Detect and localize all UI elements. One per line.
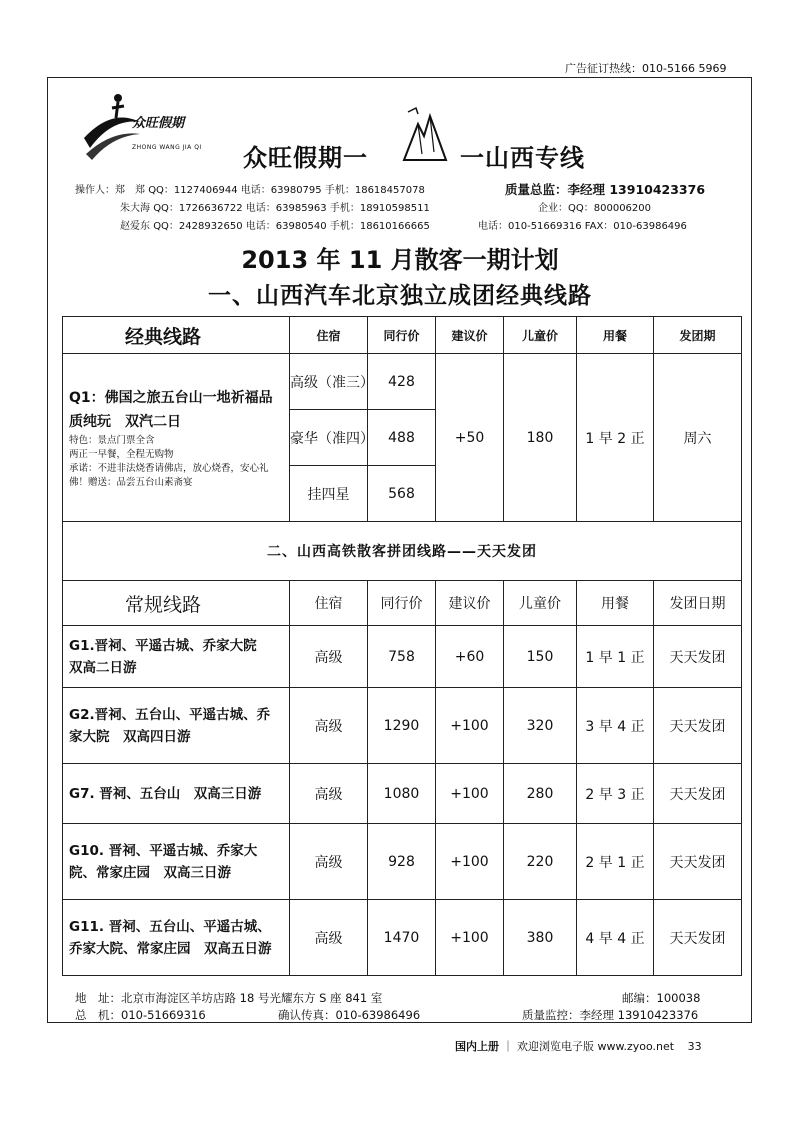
col-suggest-price: 建议价 [436, 317, 504, 354]
peer-price: 568 [368, 466, 436, 522]
company-logo [82, 88, 212, 166]
contact-row-3: 赵爱东 QQ：2428932650 电话：63980540 手机：18610166665 [120, 221, 430, 232]
col-child-price: 儿童价 [504, 317, 577, 354]
confirm-fax: 确认传真：010-63986496 [278, 1008, 421, 1022]
table-row: G2.晋祠、五台山、平遥古城、乔家大院 双高四日游 高级 1290 +100 320 3 早 4 正 天天发团 [63, 688, 742, 764]
q1-route-cell: Q1：佛国之旅五台山一地祈福品质纯玩 双汽二日 特色：景点门票全含 两正一早餐，全程无购物 承诺：不进非法烧香请佛店，放心烧香，安心礼佛！赠送：品尝五台山素斋宴 [63, 354, 290, 522]
logo-text-en: ZHONG WANG JIA QI [132, 144, 202, 151]
col-meal: 用餐 [577, 317, 654, 354]
peer-price: 488 [368, 410, 436, 466]
footer-tagline: 欢迎浏览电子版 www.zyoo.net [517, 1040, 675, 1053]
banner-right: 一山西专线 [460, 144, 585, 172]
suggest-price: +50 [436, 354, 504, 522]
section2-row [63, 522, 742, 581]
section2-title: 二、山西高铁散客拼团线路——天天发团 [63, 522, 742, 581]
enterprise-qq: 企业：QQ：800006200 [538, 203, 652, 214]
hotel-option: 高级（准三） [290, 354, 368, 410]
peer-price: 428 [368, 354, 436, 410]
table-row: G1.晋祠、平遥古城、乔家大院 双高二日游 高级 758 +60 150 1 早 1 正 天天发团 [63, 626, 742, 688]
address: 地 址：北京市海淀区羊坊店路 18 号光耀东方 S 座 841 室 [75, 991, 383, 1005]
table-row: G11. 晋祠、五台山、平遥古城、乔家大院、常家庄园 双高五日游 高级 1470 +100 380 4 早 4 正 天天发团 [63, 900, 742, 976]
table2-header: 常规线路 住宿 同行价 建议价 儿童价 用餐 发团日期 [63, 581, 742, 626]
table-row: G7. 晋祠、五台山 双高三日游 高级 1080 +100 280 2 早 3 正 天天发团 [63, 764, 742, 824]
table-row: G10. 晋祠、平遥古城、乔家大院、常家庄园 双高三日游 高级 928 +100 220 2 早 1 正 天天发团 [63, 824, 742, 900]
plan-title: 2013 年 11 月散客一期计划 [241, 246, 559, 274]
postcode: 邮编：100038 [622, 991, 701, 1005]
departure-day: 周六 [654, 354, 742, 522]
table-row [63, 354, 742, 410]
routes-table [62, 316, 742, 976]
col-hotel: 住宿 [290, 317, 368, 354]
q1-route-title: Q1：佛国之旅五台山一地祈福品质纯玩 双汽二日 [69, 389, 273, 430]
col-classic-route: 经典线路 [63, 317, 290, 354]
quality-chief: 质量总监：李经理 13910423376 [505, 182, 706, 197]
meal: 1 早 2 正 [577, 354, 654, 522]
quality-monitor: 质量监控：李经理 13910423376 [522, 1008, 699, 1022]
table1-header [63, 317, 742, 354]
page-footer: 国内上册 ｜ 欢迎浏览电子版 www.zyoo.net 33 [455, 1040, 702, 1053]
hotel-option: 挂四星 [290, 466, 368, 522]
banner-left: 众旺假期一 [243, 144, 368, 172]
contact-row-1: 操作人：郑 郑 QQ：1127406944 电话：63980795 手机：18618457078 [75, 185, 425, 196]
section1-title: 一、山西汽车北京独立成团经典线路 [208, 283, 592, 309]
phone-fax: 电话：010-51669316 FAX：010-63986496 [478, 221, 687, 232]
contact-row-2: 朱大海 QQ：1726636722 电话：63985963 手机：18910598511 [120, 203, 430, 214]
col-peer-price: 同行价 [368, 317, 436, 354]
logo-text-cn: 众旺假期 [132, 116, 185, 131]
col-regular-route: 常规线路 [63, 581, 290, 626]
mountain-icon [400, 104, 450, 164]
footer-section: 国内上册 [455, 1040, 499, 1053]
ad-hotline: 广告征订热线：010-5166 5969 [565, 62, 727, 75]
hotel-option: 豪华（准四） [290, 410, 368, 466]
page-number: 33 [687, 1040, 702, 1053]
col-departure: 发团期 [654, 317, 742, 354]
child-price: 180 [504, 354, 577, 522]
switchboard: 总 机：010-51669316 [75, 1008, 206, 1022]
